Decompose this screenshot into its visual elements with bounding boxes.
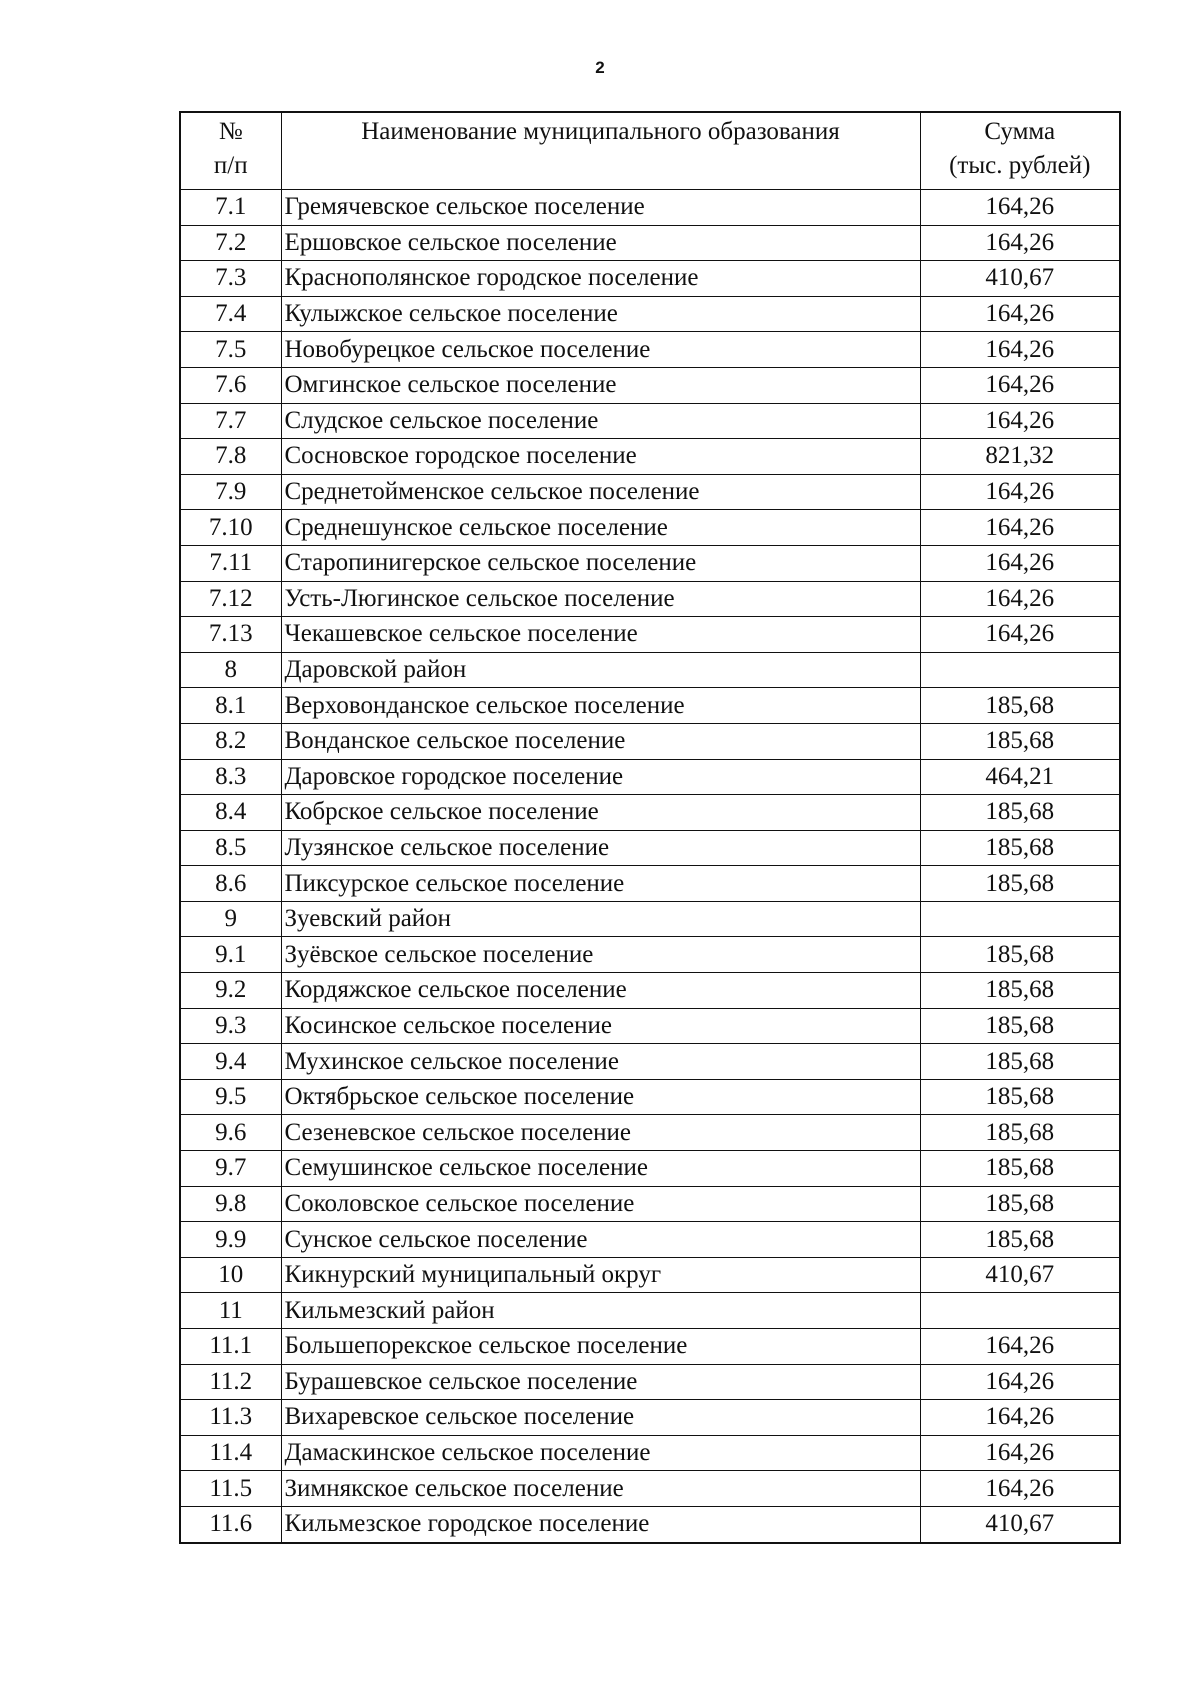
row-sum-cell: 164,26 <box>920 296 1120 332</box>
row-number-cell: 7.9 <box>180 474 281 510</box>
table-row <box>180 1364 1120 1400</box>
row-sum-cell <box>920 1293 1120 1329</box>
row-sum-cell: 164,26 <box>920 1329 1120 1365</box>
table-row <box>180 759 1120 795</box>
row-number-cell: 7.11 <box>180 545 281 581</box>
row-number-cell: 9.4 <box>180 1044 281 1080</box>
row-name-cell: Кильмезское городское поселение <box>281 1506 920 1542</box>
row-name-cell: Мухинское сельское поселение <box>281 1044 920 1080</box>
row-sum-cell: 185,68 <box>920 1008 1120 1044</box>
row-sum-cell: 185,68 <box>920 723 1120 759</box>
table-row <box>180 225 1120 261</box>
row-name-cell: Слудское сельское поселение <box>281 403 920 439</box>
row-number-cell: 7.1 <box>180 190 281 226</box>
row-sum-cell: 164,26 <box>920 1435 1120 1471</box>
row-number-cell: 11.1 <box>180 1329 281 1365</box>
table-row <box>180 474 1120 510</box>
row-number-cell: 8.6 <box>180 866 281 902</box>
row-number-cell: 7.3 <box>180 261 281 297</box>
row-name-cell: Кобрское сельское поселение <box>281 795 920 831</box>
row-name-cell: Новобурецкое сельское поселение <box>281 332 920 368</box>
table-row <box>180 545 1120 581</box>
table-row <box>180 1186 1120 1222</box>
row-name-cell: Среднетойменское сельское поселение <box>281 474 920 510</box>
table-row <box>180 901 1120 937</box>
row-number-cell: 10 <box>180 1257 281 1293</box>
row-sum-cell <box>920 652 1120 688</box>
table-row <box>180 795 1120 831</box>
row-sum-cell: 821,32 <box>920 439 1120 475</box>
table-row <box>180 581 1120 617</box>
table-row <box>180 1400 1120 1436</box>
page-number: 2 <box>595 58 605 77</box>
row-number-cell: 9.3 <box>180 1008 281 1044</box>
row-sum-cell: 164,26 <box>920 190 1120 226</box>
row-number-cell: 11.5 <box>180 1471 281 1507</box>
row-name-cell: Сосновское городское поселение <box>281 439 920 475</box>
table-row <box>180 1435 1120 1471</box>
row-name-cell: Зуёвское сельское поселение <box>281 937 920 973</box>
row-name-cell: Кордяжское сельское поселение <box>281 973 920 1009</box>
row-sum-cell: 410,67 <box>920 261 1120 297</box>
table-row <box>180 1222 1120 1258</box>
row-number-cell: 8 <box>180 652 281 688</box>
table-row <box>180 403 1120 439</box>
row-name-cell: Бурашевское сельское поселение <box>281 1364 920 1400</box>
table-row <box>180 296 1120 332</box>
row-sum-cell: 164,26 <box>920 510 1120 546</box>
row-sum-cell: 185,68 <box>920 973 1120 1009</box>
allocation-table <box>179 111 1121 1544</box>
table-row <box>180 1471 1120 1507</box>
row-name-cell: Зимнякское сельское поселение <box>281 1471 920 1507</box>
row-sum-cell <box>920 901 1120 937</box>
row-number-cell: 9.6 <box>180 1115 281 1151</box>
table-row <box>180 688 1120 724</box>
table-row <box>180 510 1120 546</box>
row-sum-cell: 464,21 <box>920 759 1120 795</box>
row-sum-cell: 185,68 <box>920 1079 1120 1115</box>
row-sum-cell: 164,26 <box>920 403 1120 439</box>
table-row <box>180 1008 1120 1044</box>
header-number-line2: п/п <box>213 152 248 179</box>
table-row <box>180 617 1120 653</box>
row-number-cell: 7.10 <box>180 510 281 546</box>
row-number-cell: 8.4 <box>180 795 281 831</box>
row-name-cell: Ершовское сельское поселение <box>281 225 920 261</box>
table-row <box>180 1293 1120 1329</box>
table-row <box>180 1151 1120 1187</box>
row-sum-cell: 185,68 <box>920 830 1120 866</box>
header-sum-column <box>920 112 1120 190</box>
row-name-cell: Усть-Люгинское сельское поселение <box>281 581 920 617</box>
header-number-line1: № <box>218 118 243 145</box>
row-name-cell: Верховонданское сельское поселение <box>281 688 920 724</box>
table-row <box>180 1329 1120 1365</box>
table-row <box>180 1257 1120 1293</box>
row-name-cell: Лузянское сельское поселение <box>281 830 920 866</box>
row-number-cell: 7.6 <box>180 367 281 403</box>
table-body <box>180 190 1120 1543</box>
row-sum-cell: 164,26 <box>920 332 1120 368</box>
row-name-cell: Гремячевское сельское поселение <box>281 190 920 226</box>
row-name-cell: Большепорекское сельское поселение <box>281 1329 920 1365</box>
table-row <box>180 1079 1120 1115</box>
row-number-cell: 7.5 <box>180 332 281 368</box>
table-header <box>180 112 1120 190</box>
row-name-cell: Вихаревское сельское поселение <box>281 1400 920 1436</box>
header-sum-line2: (тыс. рублей) <box>949 152 1091 179</box>
table-row <box>180 723 1120 759</box>
row-number-cell: 9.5 <box>180 1079 281 1115</box>
header-number-column <box>180 112 281 190</box>
table-row <box>180 1506 1120 1542</box>
row-number-cell: 7.2 <box>180 225 281 261</box>
table-row <box>180 367 1120 403</box>
row-number-cell: 8.1 <box>180 688 281 724</box>
row-sum-cell: 164,26 <box>920 617 1120 653</box>
row-sum-cell: 185,68 <box>920 1151 1120 1187</box>
row-number-cell: 11.4 <box>180 1435 281 1471</box>
row-name-cell: Краснополянское городское поселение <box>281 261 920 297</box>
table-row <box>180 866 1120 902</box>
row-sum-cell: 164,26 <box>920 581 1120 617</box>
row-number-cell: 11.3 <box>180 1400 281 1436</box>
row-sum-cell: 410,67 <box>920 1506 1120 1542</box>
row-sum-cell: 185,68 <box>920 795 1120 831</box>
row-number-cell: 8.5 <box>180 830 281 866</box>
row-number-cell: 9.8 <box>180 1186 281 1222</box>
row-name-cell: Старопинигерское сельское поселение <box>281 545 920 581</box>
row-number-cell: 7.7 <box>180 403 281 439</box>
row-number-cell: 9.7 <box>180 1151 281 1187</box>
row-sum-cell: 164,26 <box>920 225 1120 261</box>
row-name-cell: Сунское сельское поселение <box>281 1222 920 1258</box>
row-sum-cell: 164,26 <box>920 1364 1120 1400</box>
row-number-cell: 8.2 <box>180 723 281 759</box>
row-name-cell: Кулыжское сельское поселение <box>281 296 920 332</box>
row-sum-cell: 185,68 <box>920 1186 1120 1222</box>
row-name-cell: Дамаскинское сельское поселение <box>281 1435 920 1471</box>
table-row <box>180 937 1120 973</box>
row-number-cell: 9.1 <box>180 937 281 973</box>
table-row <box>180 652 1120 688</box>
row-name-cell: Среднешунское сельское поселение <box>281 510 920 546</box>
table-row <box>180 190 1120 226</box>
row-sum-cell: 185,68 <box>920 1115 1120 1151</box>
row-name-cell: Даровской район <box>281 652 920 688</box>
row-name-cell: Сезеневское сельское поселение <box>281 1115 920 1151</box>
row-name-cell: Чекашевское сельское поселение <box>281 617 920 653</box>
row-number-cell: 9 <box>180 901 281 937</box>
row-name-cell: Даровское городское поселение <box>281 759 920 795</box>
table-row <box>180 261 1120 297</box>
table-row <box>180 830 1120 866</box>
row-sum-cell: 164,26 <box>920 474 1120 510</box>
row-sum-cell: 185,68 <box>920 688 1120 724</box>
row-number-cell: 11.6 <box>180 1506 281 1542</box>
row-number-cell: 7.12 <box>180 581 281 617</box>
row-name-cell: Вонданское сельское поселение <box>281 723 920 759</box>
header-name-column: Наименование муниципального образования <box>281 112 920 190</box>
header-sum-line1: Сумма <box>984 118 1056 145</box>
row-number-cell: 7.4 <box>180 296 281 332</box>
row-sum-cell: 164,26 <box>920 367 1120 403</box>
row-number-cell: 11 <box>180 1293 281 1329</box>
row-name-cell: Октябрьское сельское поселение <box>281 1079 920 1115</box>
row-number-cell: 7.8 <box>180 439 281 475</box>
row-sum-cell: 410,67 <box>920 1257 1120 1293</box>
row-sum-cell: 185,68 <box>920 937 1120 973</box>
row-name-cell: Кикнурский муниципальный округ <box>281 1257 920 1293</box>
row-number-cell: 11.2 <box>180 1364 281 1400</box>
row-number-cell: 8.3 <box>180 759 281 795</box>
row-sum-cell: 185,68 <box>920 1222 1120 1258</box>
row-sum-cell: 164,26 <box>920 545 1120 581</box>
row-sum-cell: 185,68 <box>920 866 1120 902</box>
row-name-cell: Омгинское сельское поселение <box>281 367 920 403</box>
row-number-cell: 9.9 <box>180 1222 281 1258</box>
row-name-cell: Соколовское сельское поселение <box>281 1186 920 1222</box>
row-name-cell: Семушинское сельское поселение <box>281 1151 920 1187</box>
row-name-cell: Косинское сельское поселение <box>281 1008 920 1044</box>
row-name-cell: Зуевский район <box>281 901 920 937</box>
row-sum-cell: 164,26 <box>920 1400 1120 1436</box>
table-row <box>180 439 1120 475</box>
row-name-cell: Кильмезский район <box>281 1293 920 1329</box>
row-name-cell: Пиксурское сельское поселение <box>281 866 920 902</box>
row-sum-cell: 185,68 <box>920 1044 1120 1080</box>
table-row <box>180 1044 1120 1080</box>
row-number-cell: 7.13 <box>180 617 281 653</box>
table-row <box>180 973 1120 1009</box>
table-row <box>180 332 1120 368</box>
row-sum-cell: 164,26 <box>920 1471 1120 1507</box>
row-number-cell: 9.2 <box>180 973 281 1009</box>
table-row <box>180 1115 1120 1151</box>
